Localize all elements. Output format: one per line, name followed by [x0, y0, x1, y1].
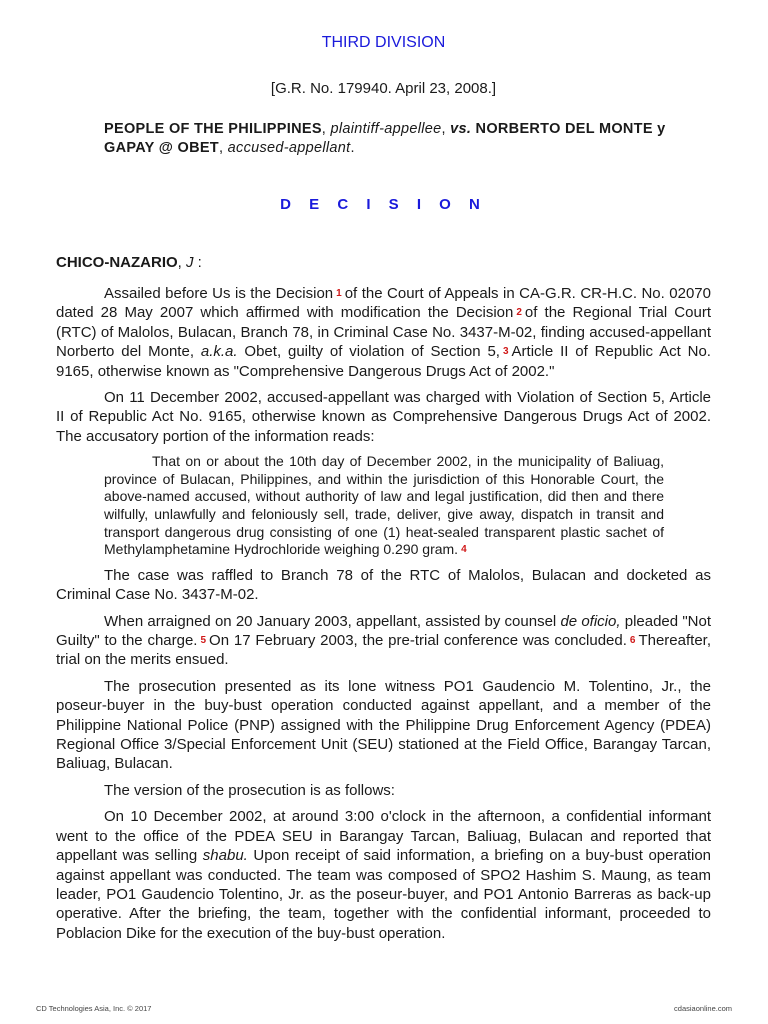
p1-aka: a.k.a.: [200, 343, 238, 361]
footer-site: cdasiaonline.com: [674, 1004, 732, 1013]
paragraph-4: [56, 612, 711, 670]
information-quote: [104, 453, 664, 559]
footnote-link-4[interactable]: 4: [461, 544, 467, 556]
case-parties: PEOPLE OF THE PHILIPPINES, plaintiff-appellee, vs. NORBERTO DEL MONTE y GAPAY @ OBET, accused-appellant.: [104, 121, 666, 156]
ponente-name: CHICO-NAZARIO: [56, 254, 178, 271]
p7-text-a: On 10 December 2002, at around 3:00 o'clock in the afternoon, a confidential informant went to the office of the PDEA SEU in Barangay Tarcan, Baliuag, Bulacan and reported that appellant was selling: [56, 808, 711, 865]
p1-text-d: Obet, guilty of violation of Section 5,: [244, 343, 500, 361]
paragraph-1: [56, 284, 711, 381]
plaintiff-role: plaintiff-appellee: [330, 121, 442, 137]
p7-text-b: Upon receipt of said information, a briefing on a buy-bust operation against appellant was conducted. The team was composed of SPO2 Hashim S. Maung, as team leader, PO1 Gaudencio Tolentino, Jr. as the poseur-buyer, and PO1 Antonio Barreras as back-up operative. After the briefing, the team, together with the confidential informant, proceeded to Poblacion Dike for the execution of the buy-bust operation.: [56, 847, 712, 942]
division-heading: THIRD DIVISION: [321, 34, 446, 51]
quote-text: That on or about the 10th day of December 2002, in the municipality of Baliuag, province of Bulacan, Philippines, and within the jurisdiction of this Honorable Court, the above-named accused, without authority of law and legal justification, did then and there wilfully, unlawfully and feloniously sell, trade, deliver, give away, dispatch in transit and transport dangerous drug consisting of one (1) heat-sealed transparent plastic sachet of Methylamphetamine Hydrochloride weighing 0.290 gram.: [104, 453, 664, 558]
p4-text-c: On 17 February 2003, the pre-trial conference was concluded.: [209, 632, 627, 650]
paragraph-2: On 11 December 2002, accused-appellant was charged with Violation of Section 5, Article II of Republic Act No. 9165, otherwise known as Comprehensive Dangerous Drugs Act of 2002. The accusatory portion of the information reads:: [56, 389, 711, 445]
paragraph-7: [56, 807, 711, 943]
footnote-link-1[interactable]: 1: [336, 288, 342, 299]
paragraph-3: The case was raffled to Branch 78 of the RTC of Malolos, Bulacan and docketed as Criminal Case No. 3437-M-02.: [56, 566, 711, 604]
footnote-link-3[interactable]: 3: [502, 346, 509, 358]
p4-text-d: Thereafter, trial on the merits ensued.: [56, 632, 711, 669]
footer-copyright: CD Technologies Asia, Inc. © 2017: [36, 1004, 152, 1013]
decision-heading: D E C I S I O N: [280, 196, 487, 213]
p1-text-c: of the Regional Trial Court (RTC) of Malolos, Bulacan, Branch 78, in Criminal Case No. 3437-M-02, finding accused-appellant Norberto del Monte,: [56, 304, 711, 361]
p4-text-b: pleaded "Not Guilty" to the charge.: [56, 612, 711, 650]
p1-text-e: Article II of Republic Act No. 9165, otherwise known as "Comprehensive Dangerous Drugs Act of 2002.": [56, 343, 711, 380]
case-number: [G.R. No. 179940. April 23, 2008.]: [270, 80, 497, 97]
footnote-link-2[interactable]: 2: [516, 307, 522, 319]
ponente-title: J: [186, 254, 194, 271]
p4-de-oficio: de oficio,: [560, 612, 621, 630]
decision-body: [56, 284, 711, 950]
footnote-link-6[interactable]: 6: [629, 635, 636, 647]
versus: vs.: [450, 121, 472, 137]
accused-name: NORBERTO DEL MONTE y GAPAY @ OBET: [104, 121, 666, 156]
footnote-link-5[interactable]: 5: [200, 635, 207, 647]
p4-text-a: When arraigned on 20 January 2003, appellant, assisted by counsel: [104, 612, 557, 630]
ponente: CHICO-NAZARIO, J :: [56, 254, 202, 271]
plaintiff-name: PEOPLE OF THE PHILIPPINES: [104, 121, 322, 137]
p1-text-a: Assailed before Us is the Decision: [104, 285, 334, 302]
accused-role: accused-appellant: [227, 140, 351, 156]
paragraph-6: The version of the prosecution is as follows:: [104, 781, 395, 799]
p7-shabu: shabu.: [202, 847, 248, 865]
paragraph-5: The prosecution presented as its lone witness PO1 Gaudencio M. Tolentino, Jr., the poseur-buyer in the buy-bust operation conducted against appellant, and a member of the Philippine National Police (PNP) assigned with the Philippine Drug Enforcement Agency (PDEA) Regional Office 3/Special Enforcement Unit (SEU) stationed at the Field Office, Barangay Tarcan, Baliuag, Bulacan.: [56, 677, 711, 773]
p1-text-b: of the Court of Appeals in CA-G.R. CR-H.C. No. 02070 dated 28 May 2007 which affirmed with modification the Decision: [56, 285, 711, 322]
